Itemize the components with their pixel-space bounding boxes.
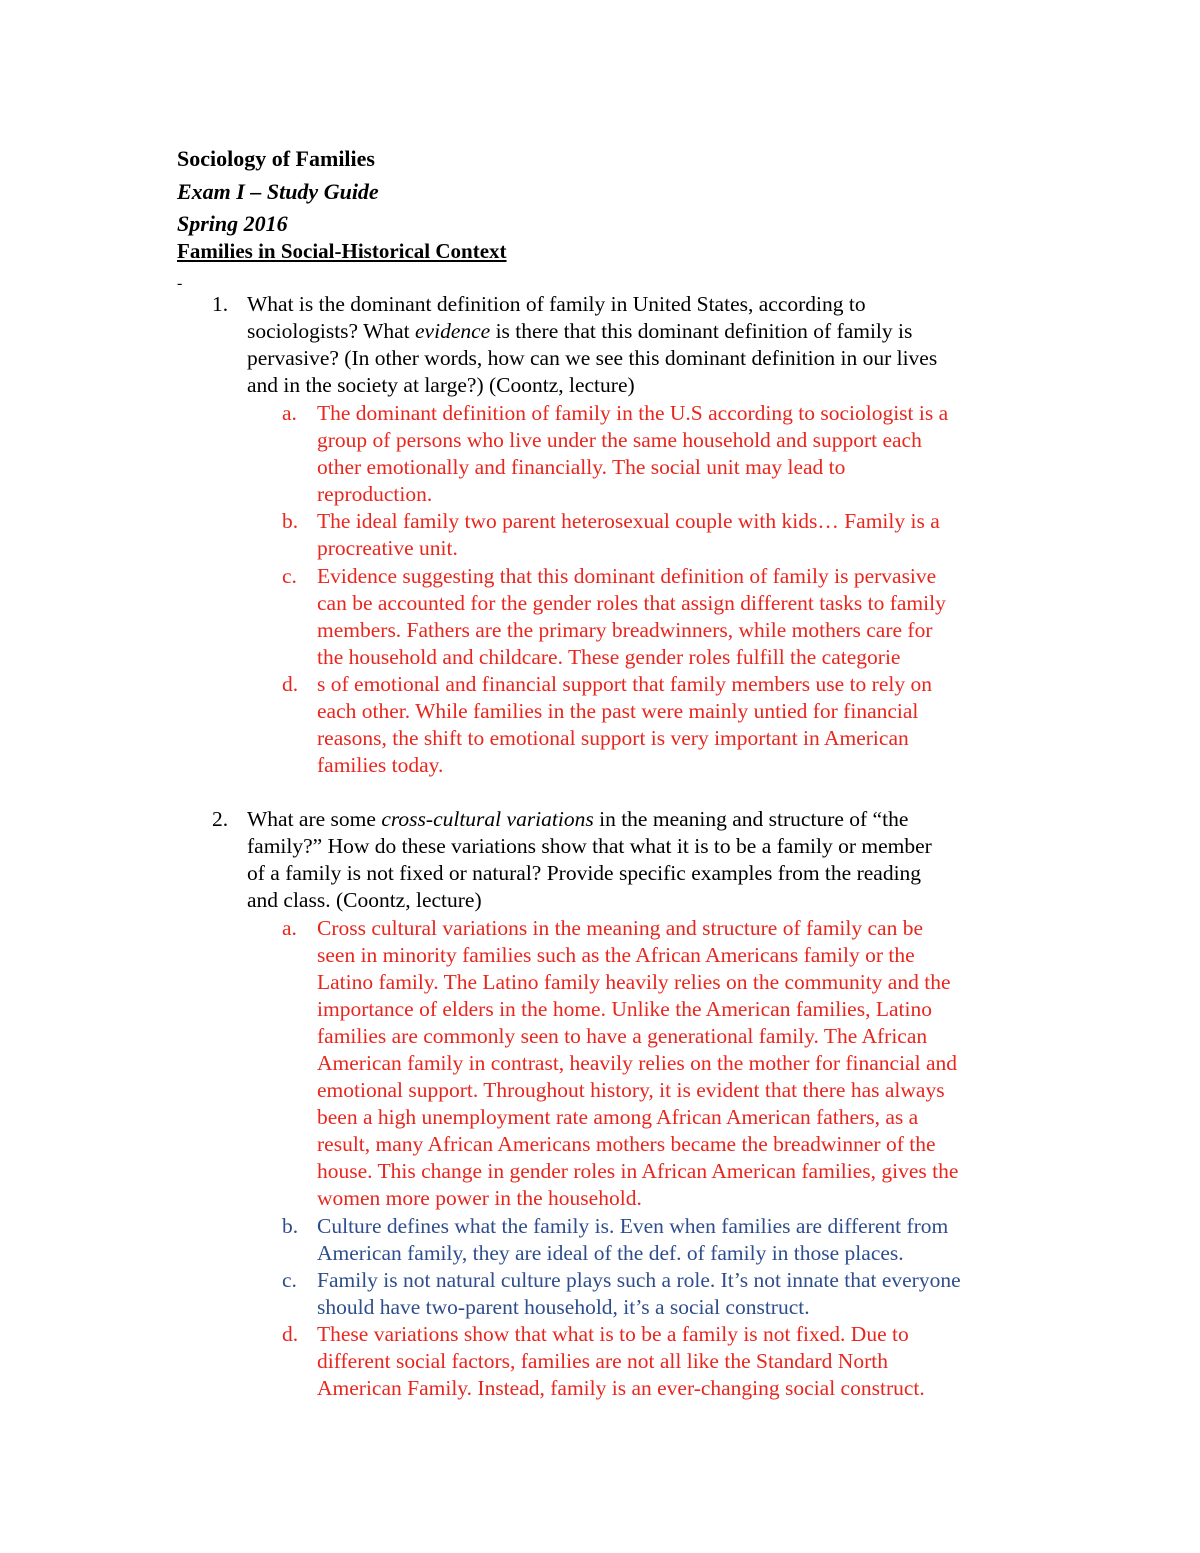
answer-line: should have two-parent household, it’s a social construct. bbox=[317, 1295, 810, 1319]
answer-line: each other. While families in the past were mainly untied for financial bbox=[317, 699, 919, 723]
answer-line: women more power in the household. bbox=[317, 1186, 642, 1210]
answer-letter: b. bbox=[282, 1214, 299, 1238]
answer-line: The ideal family two parent heterosexual couple with kids… Family is a bbox=[317, 509, 940, 533]
answer-letter: d. bbox=[282, 672, 299, 696]
question-emphasis: cross-cultural variations bbox=[381, 807, 594, 831]
question-2-line: and class. (Coontz, lecture) bbox=[247, 888, 482, 912]
answer-line: reproduction. bbox=[317, 482, 433, 506]
answer-line: procreative unit. bbox=[317, 536, 458, 560]
question-text: What are some bbox=[247, 807, 382, 831]
question-2-line: of a family is not fixed or natural? Provide specific examples from the reading bbox=[247, 861, 922, 885]
answer-line: the household and childcare. These gender roles fulfill the categorie bbox=[317, 645, 901, 669]
answer-line: Cross cultural variations in the meaning and structure of family can be bbox=[317, 916, 923, 940]
answer-line: Latino family. The Latino family heavily relies on the community and the bbox=[317, 970, 951, 994]
answer-line: American family, they are ideal of the def. of family in those places. bbox=[317, 1241, 904, 1265]
answer-line: members. Fathers are the primary breadwinners, while mothers care for bbox=[317, 618, 933, 642]
question-2-line bbox=[247, 806, 908, 833]
answer-line: reasons, the shift to emotional support is very important in American bbox=[317, 726, 909, 750]
question-text: sociologists? What bbox=[247, 319, 416, 343]
answer-letter: c. bbox=[282, 564, 297, 588]
document-subtitle: Exam I – Study Guide bbox=[177, 179, 379, 204]
answer-line: can be accounted for the gender roles that assign different tasks to family bbox=[317, 591, 946, 615]
answer-line: The dominant definition of family in the U.S according to sociologist is a bbox=[317, 401, 949, 425]
answer-letter: a. bbox=[282, 916, 297, 940]
answer-line: group of persons who live under the same household and support each bbox=[317, 428, 922, 452]
answer-line: different social factors, families are not all like the Standard North bbox=[317, 1349, 888, 1373]
question-1-line bbox=[247, 318, 912, 345]
question-text: in the meaning and structure of “the bbox=[593, 807, 909, 831]
answer-letter: c. bbox=[282, 1268, 297, 1292]
answer-line: American Family. Instead, family is an ever-changing social construct. bbox=[317, 1376, 925, 1400]
question-2-line: family?” How do these variations show that what it is to be a family or member bbox=[247, 834, 932, 858]
question-text: is there that this dominant definition of family is bbox=[490, 319, 913, 343]
answer-line: importance of elders in the home. Unlike the American families, Latino bbox=[317, 997, 932, 1021]
answer-line: result, many African Americans mothers became the breadwinner of the bbox=[317, 1132, 936, 1156]
answer-line: Family is not natural culture plays such a role. It’s not innate that everyone bbox=[317, 1268, 961, 1292]
question-1-line: and in the society at large?) (Coontz, lecture) bbox=[247, 373, 635, 397]
answer-line: s of emotional and financial support that family members use to rely on bbox=[317, 672, 932, 696]
question-1-line: pervasive? (In other words, how can we see this dominant definition in our lives bbox=[247, 346, 938, 370]
document-title: Sociology of Families bbox=[177, 146, 375, 171]
question-1-line: What is the dominant definition of family in United States, according to bbox=[247, 292, 866, 316]
answer-line: other emotionally and financially. The social unit may lead to bbox=[317, 455, 846, 479]
answer-line: house. This change in gender roles in African American families, gives the bbox=[317, 1159, 959, 1183]
answer-line: Culture defines what the family is. Even when families are different from bbox=[317, 1214, 949, 1238]
answer-line: American family in contrast, heavily relies on the mother for financial and bbox=[317, 1051, 957, 1075]
answer-letter: b. bbox=[282, 509, 299, 533]
document-term: Spring 2016 bbox=[177, 211, 288, 236]
question-2-number: 2. bbox=[212, 807, 229, 831]
question-emphasis: evidence bbox=[415, 319, 491, 343]
answer-line: families are commonly seen to have a generational family. The African bbox=[317, 1024, 928, 1048]
answer-letter: a. bbox=[282, 401, 297, 425]
answer-line: been a high unemployment rate among African American fathers, as a bbox=[317, 1105, 919, 1129]
answer-line: emotional support. Throughout history, it is evident that there has always bbox=[317, 1078, 945, 1102]
section-heading: Families in Social-Historical Context bbox=[177, 239, 507, 263]
dash-mark: - bbox=[177, 275, 183, 292]
answer-line: families today. bbox=[317, 753, 444, 777]
question-1-number: 1. bbox=[212, 292, 229, 316]
answer-line: These variations show that what is to be a family is not fixed. Due to bbox=[317, 1322, 909, 1346]
answer-line: Evidence suggesting that this dominant definition of family is pervasive bbox=[317, 564, 937, 588]
answer-line: seen in minority families such as the African Americans family or the bbox=[317, 943, 915, 967]
answer-letter: d. bbox=[282, 1322, 299, 1346]
